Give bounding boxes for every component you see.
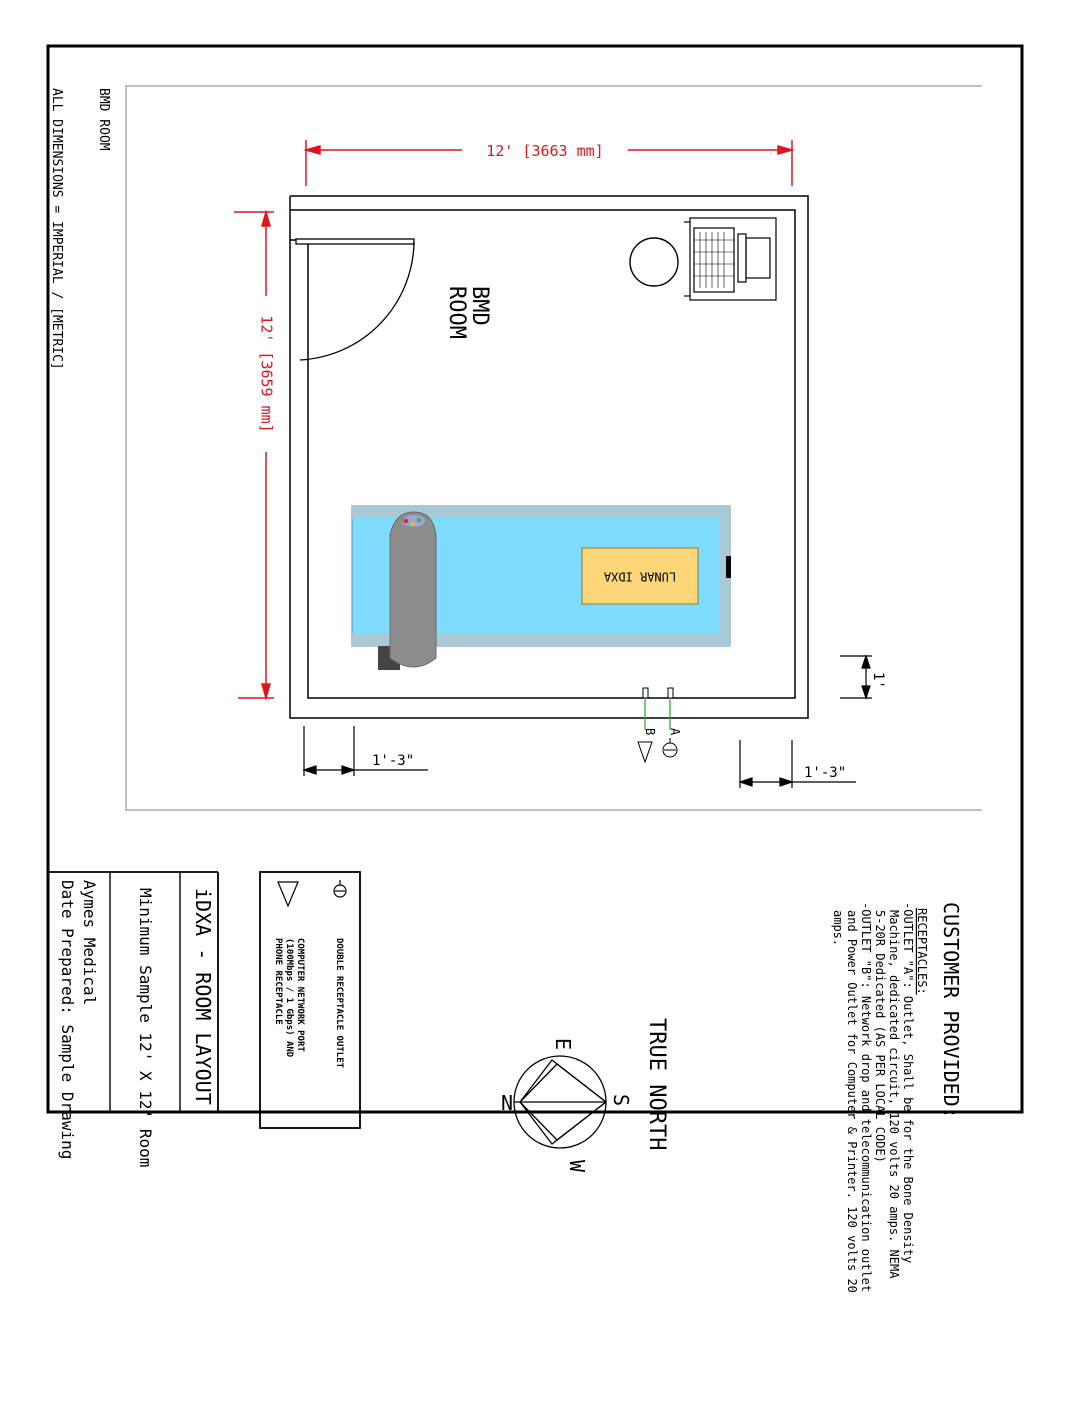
compass-w: W (565, 1160, 589, 1173)
company-name: Aymes Medical (80, 880, 99, 1006)
legend-item-receptacle: DOUBLE RECEPTACLE OUTLET (334, 938, 344, 1069)
compass-s: S (609, 1094, 633, 1107)
compass-n: N (501, 1091, 514, 1115)
customer-provided-title: CUSTOMER PROVIDED: (939, 902, 963, 1119)
drawing-title: iDXA - ROOM LAYOUT (191, 888, 215, 1105)
legend-network-icon (278, 882, 298, 906)
legend-item-network-1: COMPUTER NETWORK PORT (295, 938, 305, 1052)
compass-rose (514, 1056, 606, 1148)
door (296, 239, 414, 360)
room-name-line2: ROOM (444, 286, 469, 339)
note-line-3: 5-20R Dedicated (AS PER LOCAL CODE) (873, 910, 887, 1163)
equipment-label: LUNAR IDXA (603, 569, 677, 584)
computer-workstation (684, 218, 776, 300)
drawing-subtitle: Minimum Sample 12' X 12' Room (136, 888, 155, 1168)
legend-box (260, 872, 360, 1128)
outlets (638, 688, 677, 762)
clearance-wall-label: 1' (870, 672, 886, 689)
compass-e: E (551, 1038, 575, 1051)
note-line-1: -OUTLET "A": Outlet, Shall be for the Bone Density (901, 902, 915, 1264)
note-line-5: and Power Outlet for Computer & Printer. 120 volts 20 (845, 910, 859, 1293)
margin-room-label: BMD ROOM (96, 88, 111, 151)
clearance-left-label: 1'-3" (372, 753, 415, 769)
width-dimension-label: 12' [3663 mm] (486, 142, 604, 160)
date-prepared: Date Prepared: Sample Drawing (58, 880, 77, 1160)
viewport-frame (126, 86, 982, 810)
note-line-6: amps. (831, 910, 845, 947)
note-line-2: Machine, dedicated circuit, 120 volts 20 amps. NEMA (887, 910, 901, 1279)
operator-stool (630, 238, 678, 286)
outlet-a-label: A (668, 728, 682, 736)
legend-item-network-3: PHONE RECEPTACLE (273, 938, 283, 1025)
note-line-4: -OUTLET "B": Network drop and telecommunication outlet (859, 902, 873, 1293)
clearance-right-label: 1'-3" (804, 765, 847, 781)
dimensions-note: ALL DIMENSIONS = IMPERIAL / [METRIC] (49, 88, 64, 370)
idxa-table (352, 506, 731, 670)
legend-item-network-2: (100Mbps / 1 Gbps) AND (284, 938, 294, 1058)
clearance-wall-dimension (840, 656, 872, 698)
depth-dimension-label: 12' [3659 mm] (257, 315, 276, 433)
true-north-title: TRUE NORTH (644, 1018, 669, 1151)
outlet-b-label: B (643, 728, 657, 736)
customer-provided-notes (831, 902, 963, 1293)
depth-dimension-line (234, 212, 274, 698)
receptacles-heading: RECEPTACLES: (915, 908, 929, 995)
room-name-line1: BMD (467, 286, 492, 326)
